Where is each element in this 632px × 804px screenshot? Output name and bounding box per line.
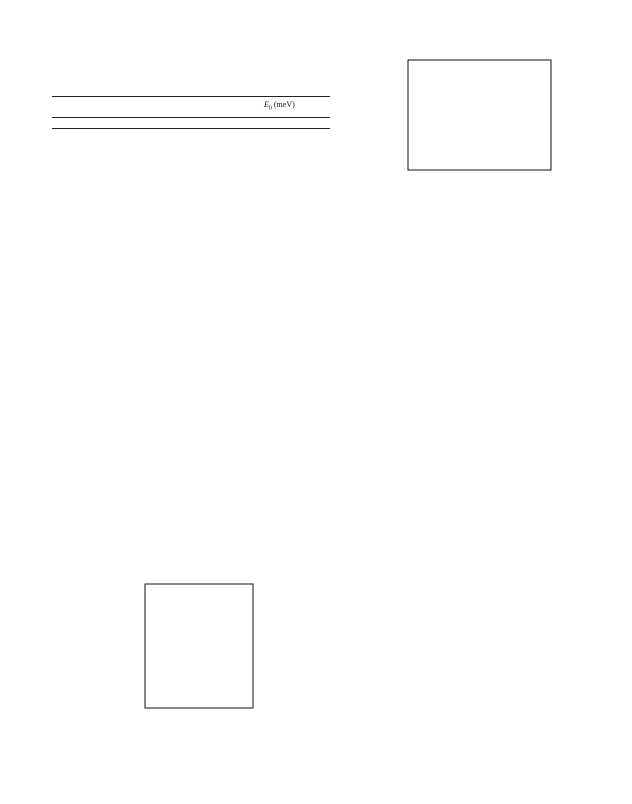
- table-header-row: [52, 97, 330, 117]
- table-header-rule: [52, 117, 330, 118]
- table-header-cell: [152, 97, 264, 117]
- fig1-plot-frame: [145, 584, 253, 708]
- fig1-svg: [120, 580, 300, 740]
- fig2-chart: [335, 52, 595, 210]
- table-bottom-rule: [52, 128, 330, 129]
- fig2-plot-frame: [408, 60, 551, 170]
- table-header-cell: [52, 97, 152, 117]
- data-table: [52, 96, 330, 129]
- table-header-e0: $E_0$ (meV): [264, 100, 295, 112]
- fig2-svg: [335, 52, 595, 210]
- fig1-chart: [120, 580, 300, 740]
